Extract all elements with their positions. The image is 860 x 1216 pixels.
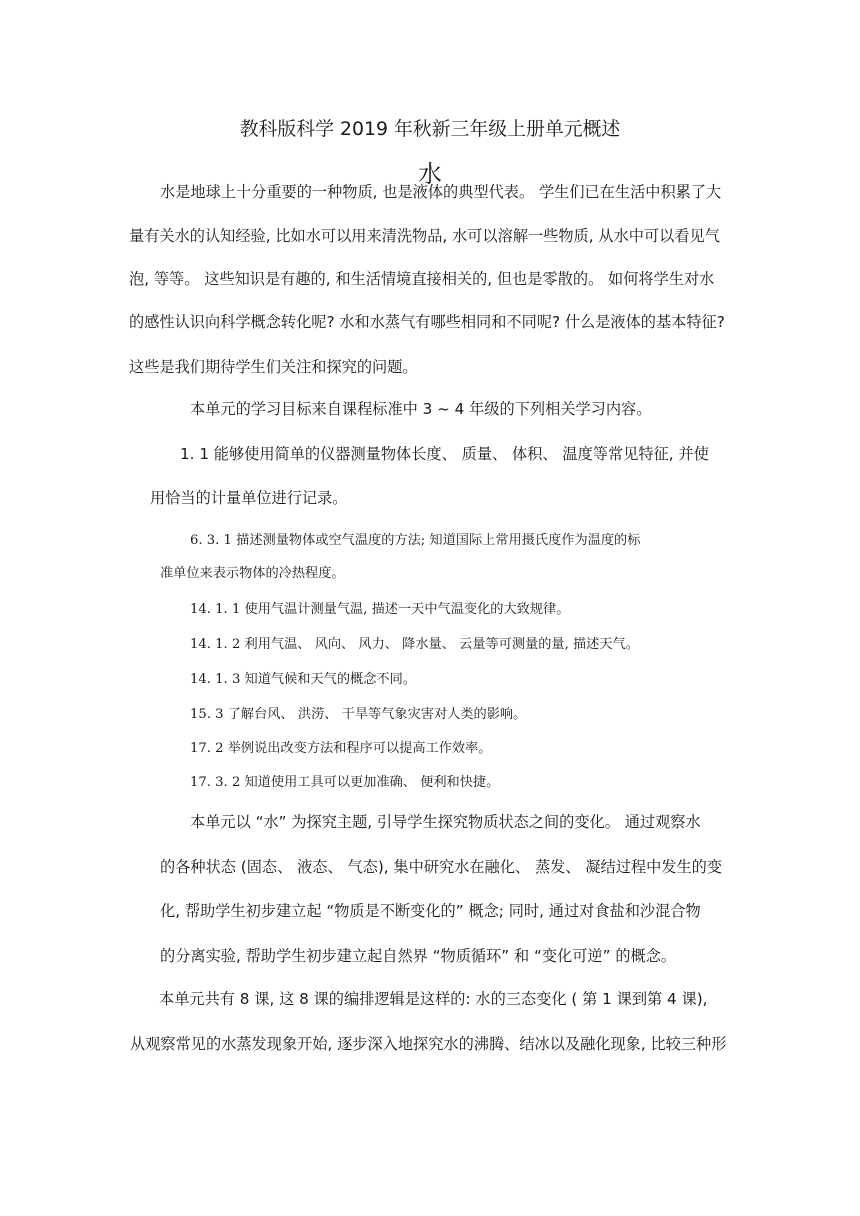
goal-line: 1. 1 能够使用简单的仪器测量物体长度、 质量、 体积、 温度等常见特征, 并使 [180, 445, 709, 463]
standard-line: 17. 3. 2 知道使用工具可以更加准确、 便利和快捷。 [190, 775, 500, 790]
standard-line: 准单位来表示物体的冷热程度。 [160, 566, 345, 581]
theme-line: 的分离实验, 帮助学生初步建立起自然界 “物质循环” 和 “变化可逆” 的概念。 [160, 947, 677, 965]
standard-line: 14. 1. 2 利用气温、 风向、 风力、 降水量、 云量等可测量的量, 描述天气。 [190, 637, 639, 652]
theme-line: 本单元以 “水” 为探究主题, 引导学生探究物质状态之间的变化。 通过观察水 [190, 813, 701, 831]
intro-line: 的感性认识向科学概念转化呢? 水和水蒸气有哪些相同和不同呢? 什么是液体的基本特征? [129, 313, 725, 331]
lessons-line: 从观察常见的水蒸发现象开始, 逐步深入地探究水的沸腾、结冰以及融化现象, 比较三种形 [130, 1035, 727, 1053]
theme-line: 的各种状态 (固态、 液态、 气态), 集中研究水在融化、 蒸发、 凝结过程中发生的变 [160, 858, 723, 876]
intro-line: 量有关水的认知经验, 比如水可以用来清洗物品, 水可以溶解一些物质, 从水中可以看见气 [129, 227, 720, 245]
lessons-line: 本单元共有 8 课, 这 8 课的编排逻辑是这样的: 水的三态变化 ( 第 1 课到第 4 课), [159, 990, 708, 1008]
theme-line: 化, 帮助学生初步建立起 “物质是不断变化的” 概念; 同时, 通过对食盐和沙混合物 [160, 902, 701, 920]
page-title: 教科版科学 2019 年秋新三年级上册单元概述 [239, 118, 621, 140]
standard-line: 14. 1. 1 使用气温计测量气温, 描述一天中气温变化的大致规律。 [190, 602, 570, 617]
standard-line: 14. 1. 3 知道气候和天气的概念不同。 [190, 672, 416, 687]
intro-line: 这些是我们期待学生们关注和探究的问题。 [129, 358, 418, 376]
intro-line: 泡, 等等。 这些知识是有趣的, 和生活情境直接相关的, 但也是零散的。 如何将学生对水 [129, 270, 715, 288]
intro-line: 水是地球上十分重要的一种物质, 也是液体的典型代表。 学生们已在生活中积累了大 [160, 183, 722, 201]
standard-line: 6. 3. 1 描述测量物体或空气温度的方法; 知道国际上常用摄氏度作为温度的标 [190, 533, 641, 548]
standard-line: 15. 3 了解台风、 洪涝、 干旱等气象灾害对人类的影响。 [190, 707, 527, 722]
page-subtitle: 水 [418, 160, 442, 188]
standard-line: 17. 2 举例说出改变方法和程序可以提高工作效率。 [190, 741, 492, 756]
goals-intro: 本单元的学习目标来自课程标准中 3 ~ 4 年级的下列相关学习内容。 [190, 400, 652, 418]
goal-line: 用恰当的计量单位进行记录。 [150, 489, 348, 507]
